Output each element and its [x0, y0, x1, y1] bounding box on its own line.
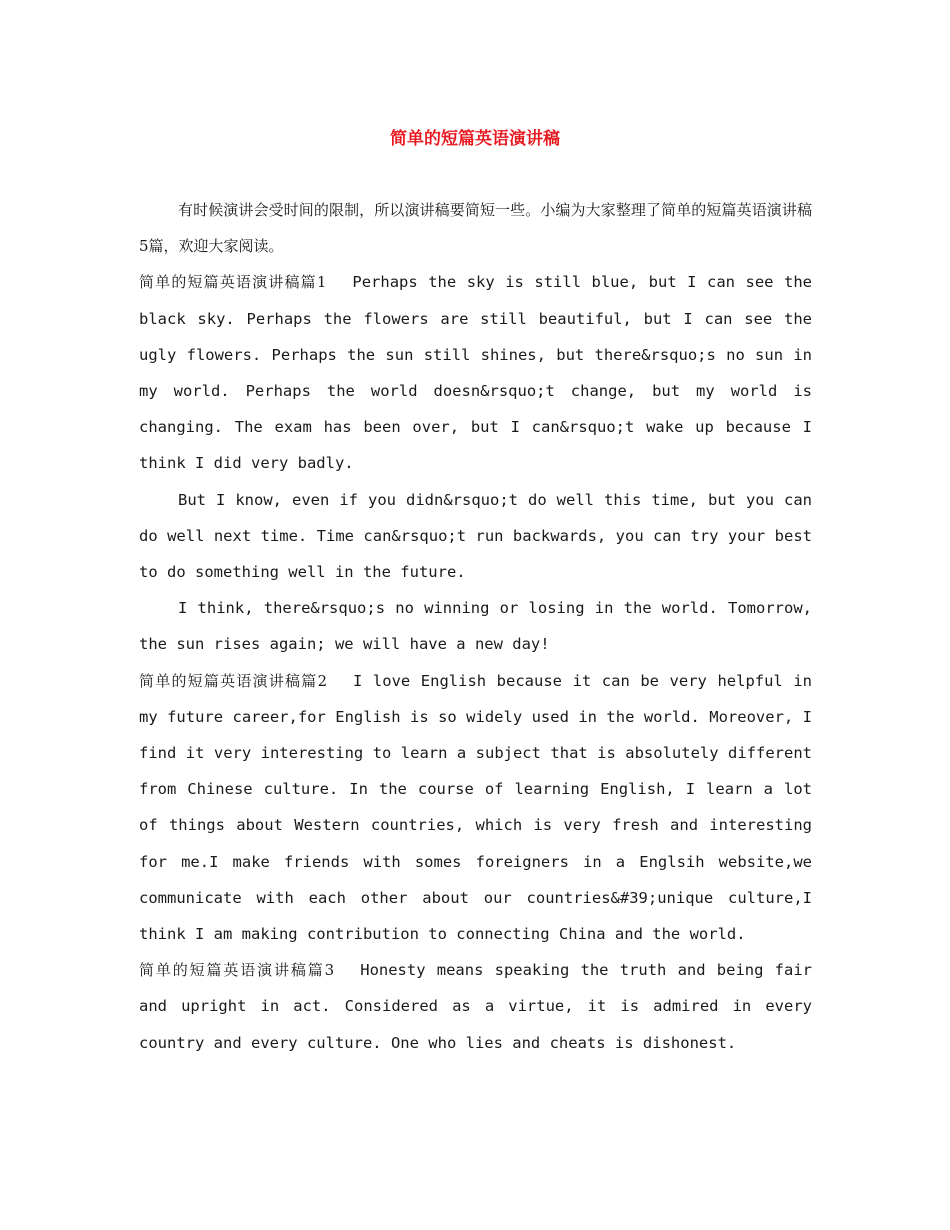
speech-1-paragraph-2: But I know, even if you didn&rsquo;t do well this time, but you can do well next time. Time can&rsquo;t run backwards, you can try your best to do something well in the future.: [139, 490, 812, 582]
speech-2-paragraph: [139, 663, 812, 953]
speech-2-text: I love English because it can be very helpful in my future career,for English is so widely used in the world. Moreover, I find it very interesting to learn a subject that is absolutely different from Chinese culture. In the course of learning English, I learn a lot of things about Western countries, which is very fresh and interesting for me.I make friends with somes foreigners in a Englsih website,we communicate with each other about our countries&#39;unique culture,I think I am making contribution to connecting China and the world.: [139, 671, 812, 944]
intro-paragraph: 有时候演讲会受时间的限制，所以演讲稿要简短一些。小编为大家整理了简单的短篇英语演讲稿5篇，欢迎大家阅读。: [139, 201, 812, 256]
speech-3-paragraph: [139, 952, 812, 1061]
speech-3-heading: 简单的短篇英语演讲稿篇3: [139, 961, 335, 980]
document-body: [139, 192, 812, 1061]
document-title: 简单的短篇英语演讲稿: [390, 129, 560, 149]
speech-1-paragraph-3: I think, there&rsquo;s no winning or losing in the world. Tomorrow, the sun rises again; we will have a new day!: [139, 599, 812, 654]
speech-1-paragraph: [139, 264, 812, 481]
speech-1-heading: 简单的短篇英语演讲稿篇1: [139, 273, 327, 292]
speech-1-text: Perhaps the sky is still blue, but I can see the black sky. Perhaps the flowers are still beautiful, but I can see the ugly flowers. Perhaps the sun still shines, but there&rsquo;s no sun in my world. Perhaps the world doesn&rsquo;t change, but my world is changing. The exam has been over, but I can&rsquo;t wake up because I think I did very badly.: [139, 273, 812, 473]
speech-3-text: Honesty means speaking the truth and being fair and upright in act. Considered as a virtue, it is admired in every country and every culture. One who lies and cheats is dishonest.: [139, 961, 812, 1052]
speech-2-heading: 简单的短篇英语演讲稿篇2: [139, 671, 328, 690]
